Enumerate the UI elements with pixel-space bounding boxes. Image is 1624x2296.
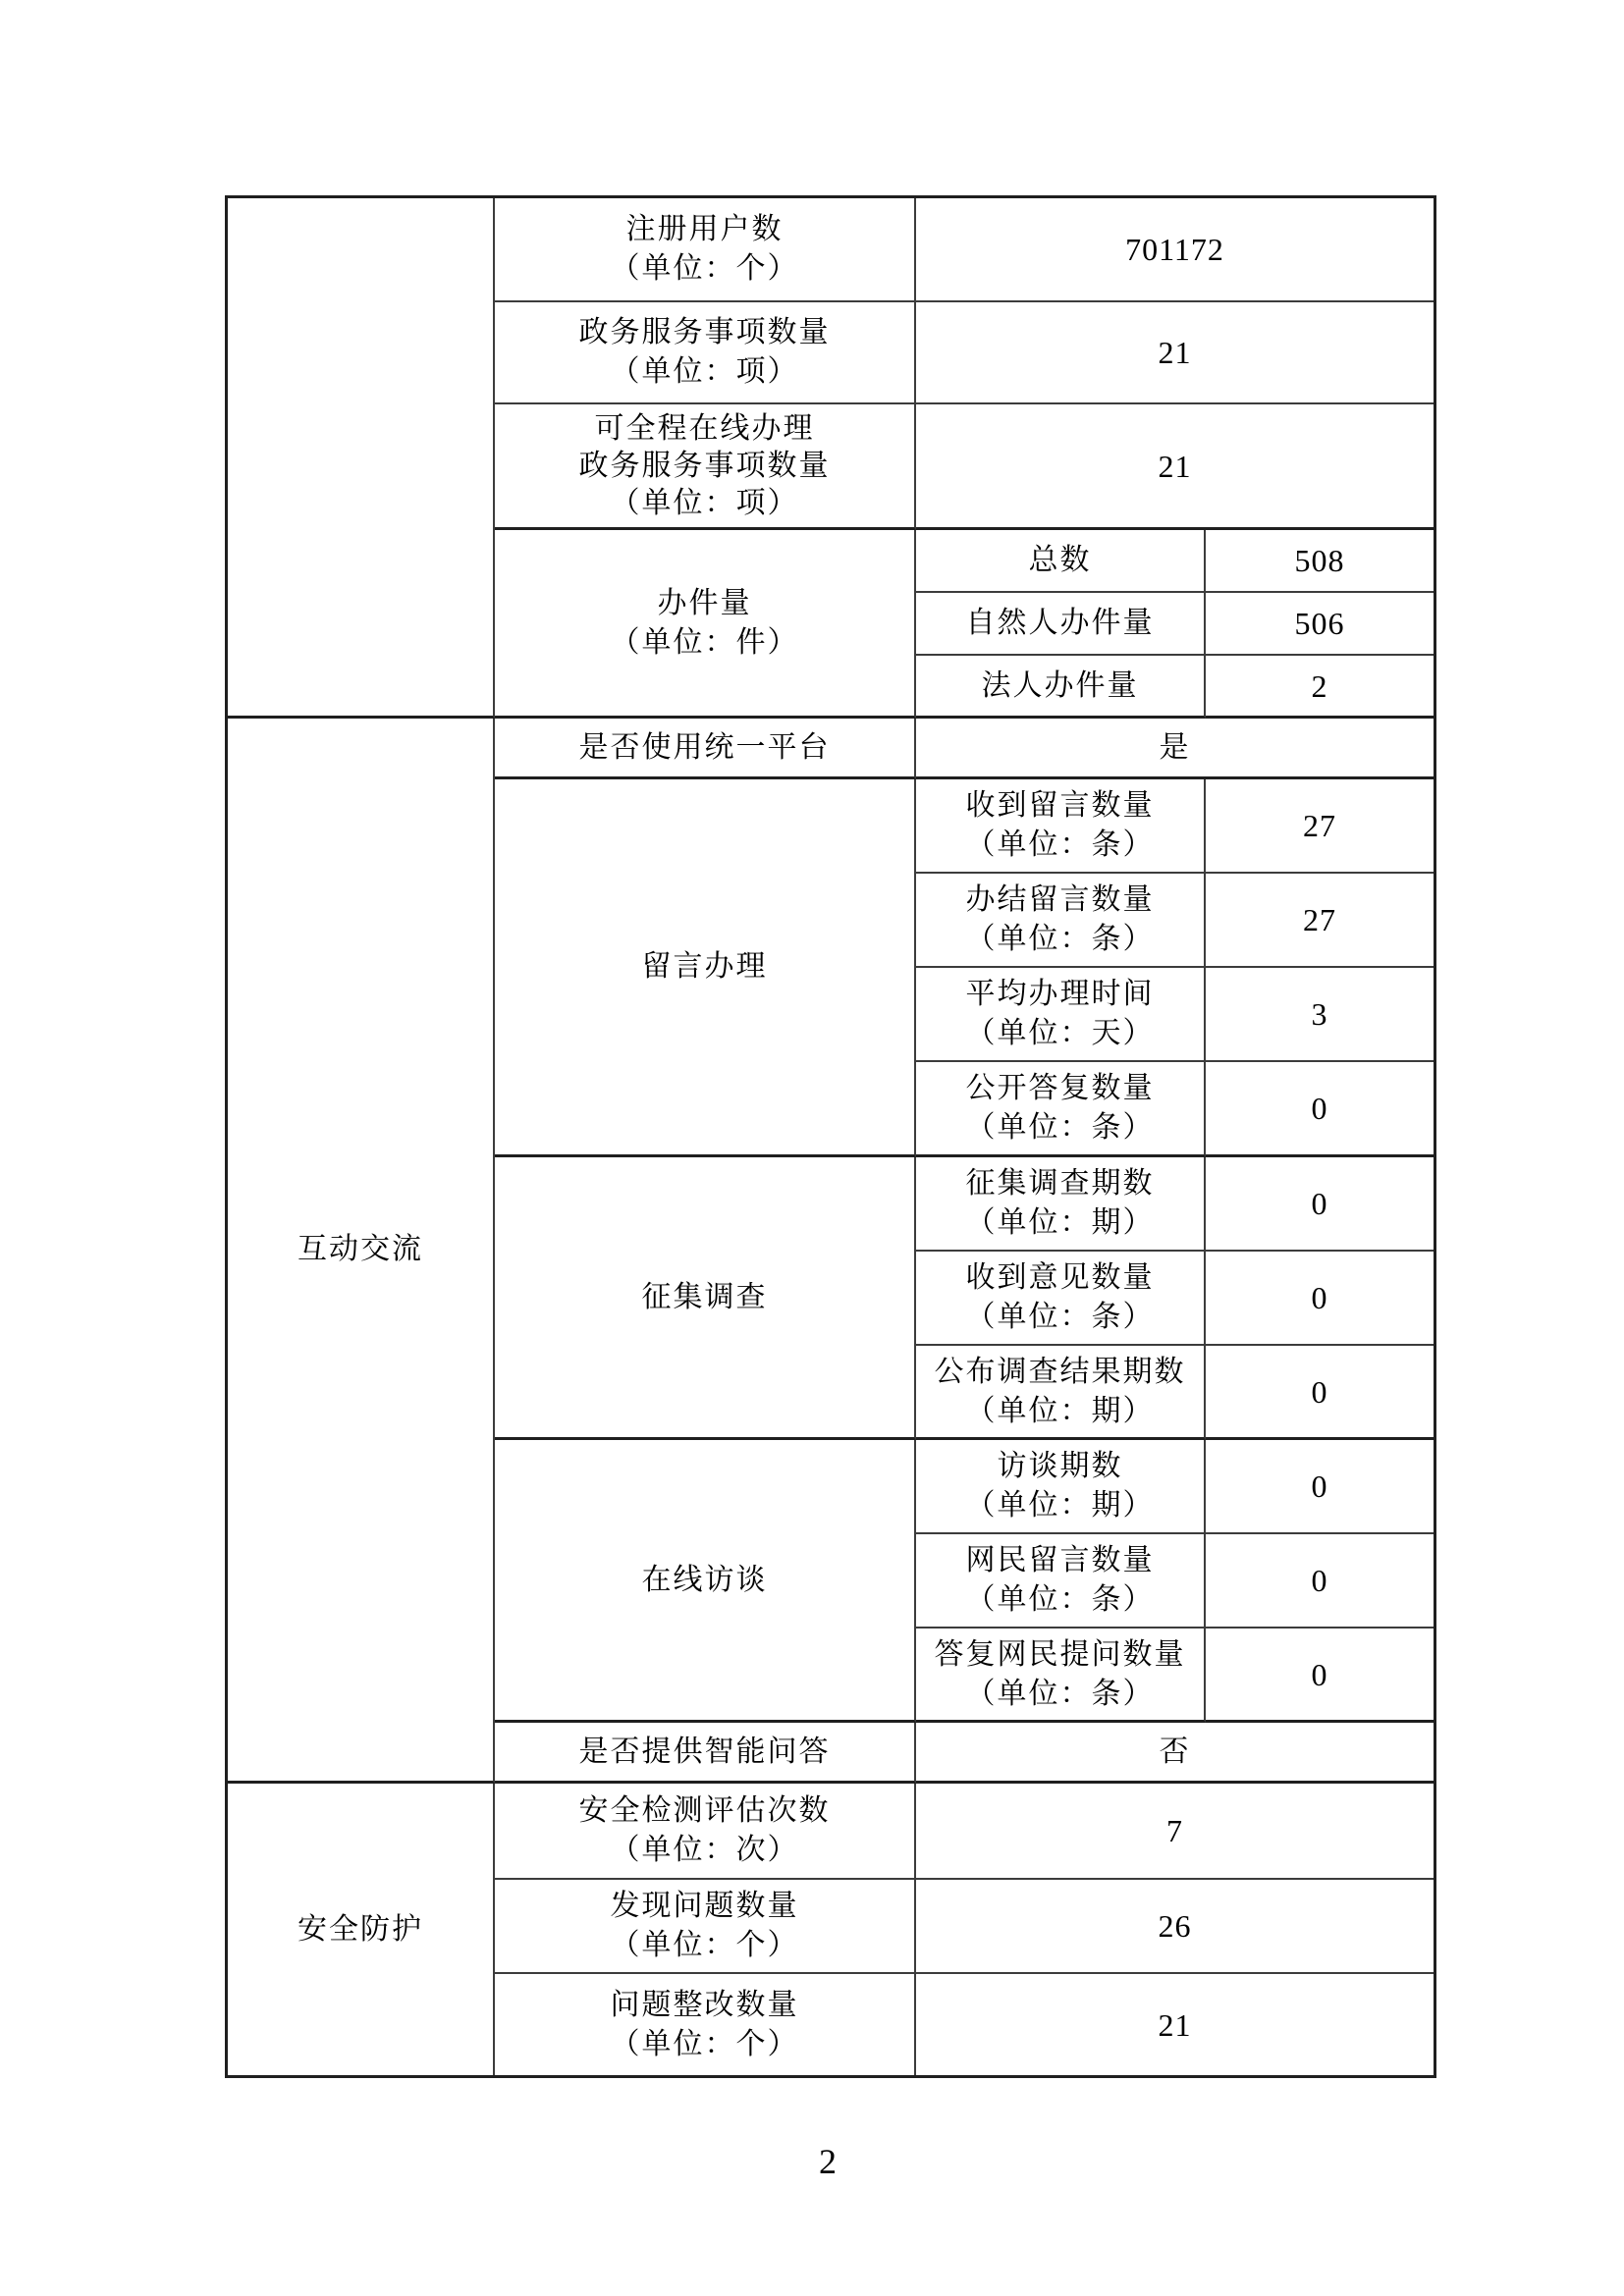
metric-label-smart-qa: 是否提供智能问答 bbox=[495, 1723, 916, 1784]
subrow-label-total: 总数 bbox=[916, 530, 1206, 593]
subrow-value-interview-periods: 0 bbox=[1206, 1440, 1434, 1534]
subrow-value-messages-received: 27 bbox=[1206, 779, 1434, 874]
metric-label-service-items: 政务服务事项数量 （单位：项） bbox=[495, 302, 916, 404]
metric-value-problems-found: 26 bbox=[916, 1880, 1434, 1974]
subrow-label-netizen-questions-answered: 答复网民提问数量 （单位：条） bbox=[916, 1629, 1206, 1723]
subrow-label-opinions-received: 收到意见数量 （单位：条） bbox=[916, 1252, 1206, 1346]
subrow-label-survey-results-published: 公布调查结果期数 （单位：期） bbox=[916, 1346, 1206, 1440]
group-label-survey: 征集调查 bbox=[495, 1157, 916, 1440]
group-label-case-volume: 办件量 （单位：件） bbox=[495, 530, 916, 719]
metric-label-online-service-items: 可全程在线办理 政务服务事项数量 （单位：项） bbox=[495, 404, 916, 530]
subrow-value-legal-person: 2 bbox=[1206, 656, 1434, 719]
subrow-label-legal-person: 法人办件量 bbox=[916, 656, 1206, 719]
metric-value-problems-rectified: 21 bbox=[1158, 2006, 1192, 2043]
metric-label-problems-found: 发现问题数量 （单位：个） bbox=[495, 1880, 916, 1974]
subrow-label-netizen-messages: 网民留言数量 （单位：条） bbox=[916, 1534, 1206, 1629]
subrow-value-netizen-questions-answered: 0 bbox=[1206, 1629, 1434, 1723]
group-label-message-handling: 留言办理 bbox=[495, 779, 916, 1157]
metric-value-smart-qa: 否 bbox=[916, 1723, 1434, 1784]
subrow-label-public-replies: 公开答复数量 （单位：条） bbox=[916, 1062, 1206, 1157]
subrow-value-opinions-received: 0 bbox=[1206, 1252, 1434, 1346]
subrow-value-survey-results-published: 0 bbox=[1206, 1346, 1434, 1440]
category-cell-empty bbox=[228, 198, 495, 719]
subrow-value-survey-periods: 0 bbox=[1206, 1157, 1434, 1252]
group-label-online-interview: 在线访谈 bbox=[495, 1440, 916, 1723]
category-cell-security bbox=[228, 1784, 495, 2075]
subrow-label-average-handling-time: 平均办理时间 （单位：天） bbox=[916, 968, 1206, 1062]
metric-value-service-items: 21 bbox=[916, 302, 1434, 404]
subrow-value-public-replies: 0 bbox=[1206, 1062, 1434, 1157]
subrow-value-average-handling-time: 3 bbox=[1206, 968, 1434, 1062]
subrow-label-interview-periods: 访谈期数 （单位：期） bbox=[916, 1440, 1206, 1534]
metric-value-registered-users: 701172 bbox=[916, 198, 1434, 302]
metric-label-problems-rectified: 问题整改数量 （单位：个） bbox=[495, 1974, 916, 2075]
category-cell-interaction bbox=[228, 719, 495, 1784]
metric-value-online-service-items: 21 bbox=[916, 404, 1434, 530]
subrow-value-netizen-messages: 0 bbox=[1206, 1534, 1434, 1629]
subrow-label-natural-person: 自然人办件量 bbox=[916, 593, 1206, 656]
metric-label-unified-platform: 是否使用统一平台 bbox=[495, 719, 916, 779]
subrow-value-messages-completed: 27 bbox=[1206, 874, 1434, 968]
page-number: 2 bbox=[819, 2142, 837, 2181]
metric-value-unified-platform: 是 bbox=[916, 719, 1434, 779]
subrow-value-natural-person: 506 bbox=[1206, 593, 1434, 656]
category-label: 互动交流 bbox=[298, 1233, 423, 1265]
subrow-value-total: 508 bbox=[1206, 530, 1434, 593]
metric-label-registered-users: 注册用户数 （单位：个） bbox=[495, 198, 916, 302]
category-label: 安全防护 bbox=[298, 1912, 423, 1946]
subrow-label-messages-completed: 办结留言数量 （单位：条） bbox=[916, 874, 1206, 968]
report-table bbox=[225, 195, 1436, 2078]
metric-label-security-assessments: 安全检测评估次数 （单位：次） bbox=[495, 1784, 916, 1880]
metric-value-security-assessments: 7 bbox=[916, 1784, 1434, 1880]
subrow-label-survey-periods: 征集调查期数 （单位：期） bbox=[916, 1157, 1206, 1252]
subrow-label-messages-received: 收到留言数量 （单位：条） bbox=[916, 779, 1206, 874]
